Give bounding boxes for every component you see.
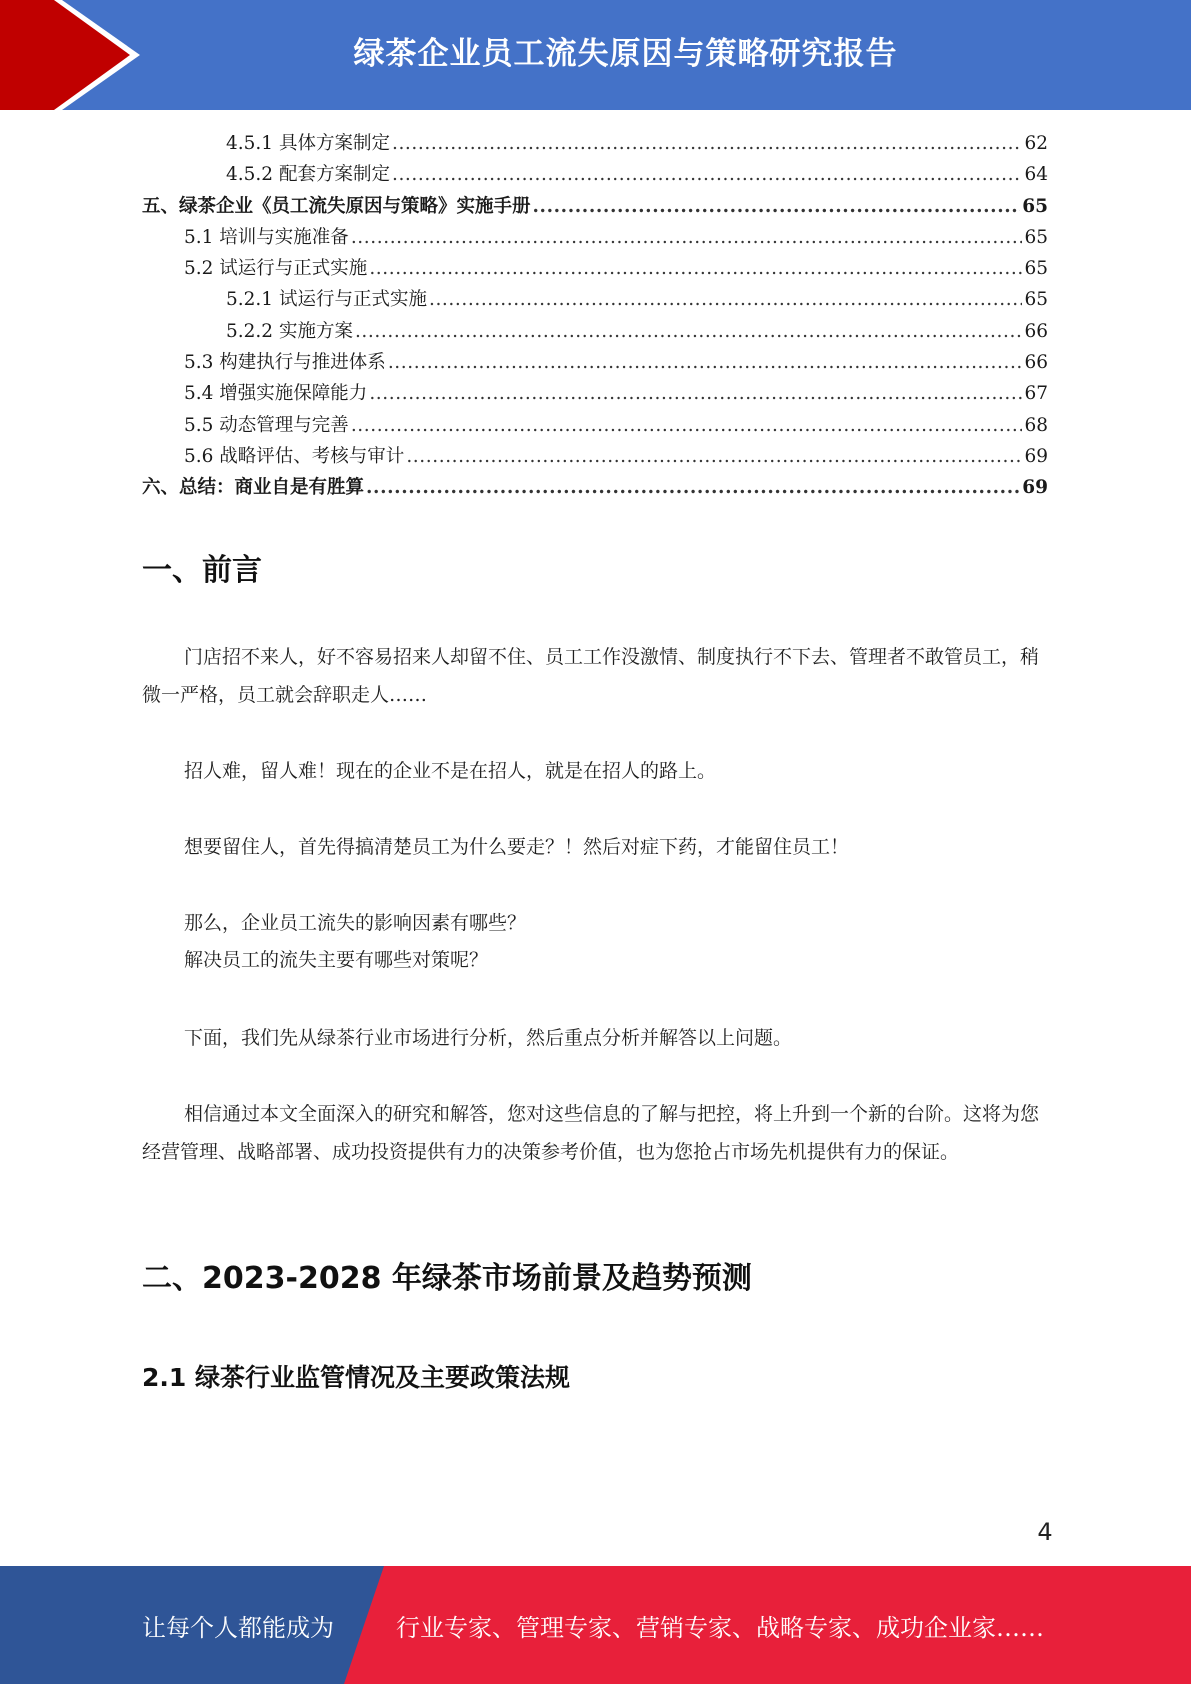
footer-slogan-left: 让每个人都能成为 — [142, 1613, 334, 1642]
toc-leader-dots — [406, 441, 1022, 472]
toc-entry-label: 5.6 战略评估、考核与审计 — [184, 445, 405, 467]
body-paragraph: 相信通过本文全面深入的研究和解答，您对这些信息的了解与把控，将上升到一个新的台阶。这将为您经营管理、战略部署、成功投资提供有力的决策参考价值，也为您抢占市场先机提供有力的保证。 — [142, 1103, 1040, 1163]
toc-entry[interactable] — [142, 316, 1048, 347]
toc-entry[interactable] — [142, 253, 1048, 284]
toc-entry[interactable] — [142, 222, 1048, 253]
toc-leader-dots — [369, 378, 1022, 409]
toc-entry[interactable] — [142, 347, 1048, 378]
toc-entry[interactable] — [142, 378, 1048, 409]
toc-entry-label: 5.4 增强实施保障能力 — [184, 383, 368, 405]
toc-entry-label: 4.5.2 配套方案制定 — [226, 164, 390, 186]
toc-entry-label: 5.5 动态管理与完善 — [184, 414, 349, 436]
toc-entry[interactable] — [142, 472, 1048, 503]
toc-entry-page: 62 — [1024, 133, 1048, 154]
toc-leader-dots — [392, 128, 1022, 159]
toc-entry-label: 五、绿茶企业《员工流失原因与策略》实施手册 — [142, 195, 531, 217]
toc-entry-page: 66 — [1024, 352, 1048, 374]
toc-leader-dots — [355, 316, 1023, 347]
toc-entry-page: 66 — [1024, 320, 1048, 342]
footer-slogan-right: 行业专家、管理专家、营销专家、战略专家、成功企业家…… — [396, 1613, 1044, 1642]
toc-entry[interactable] — [142, 284, 1048, 315]
section-heading: 二、2023-2028 年绿茶市场前景及趋势预测 — [142, 1261, 752, 1296]
subsection-heading: 2.1 绿茶行业监管情况及主要政策法规 — [142, 1363, 570, 1392]
body-paragraph: 门店招不来人，好不容易招来人却留不住、员工工作没激情、制度执行不下去、管理者不敢管员工，稍微一严格，员工就会辞职走人…… — [142, 646, 1040, 706]
toc-entry-label: 5.2.1 试运行与正式实施 — [226, 289, 427, 311]
header-title: 绿茶企业员工流失原因与策略研究报告 — [353, 35, 898, 72]
toc-leader-dots — [351, 410, 1023, 441]
toc-entry[interactable] — [142, 128, 1048, 159]
toc-entry-page: 68 — [1024, 414, 1048, 436]
page-header — [0, 0, 1191, 110]
body-paragraph: 那么，企业员工流失的影响因素有哪些？ — [184, 912, 527, 934]
toc-entry-label: 4.5.1 具体方案制定 — [226, 133, 390, 154]
toc-entry-label: 5.3 构建执行与推进体系 — [184, 352, 386, 374]
body-paragraph: 想要留住人，首先得搞清楚员工为什么要走？！然后对症下药，才能留住员工！ — [184, 836, 850, 858]
toc-entry-page: 65 — [1024, 226, 1048, 248]
toc-entry[interactable] — [142, 441, 1048, 472]
body-paragraph: 招人难，留人难！现在的企业不是在招人，就是在招人的路上。 — [184, 760, 717, 782]
page-number: 4 — [1037, 1518, 1053, 1546]
toc-leader-dots — [392, 159, 1022, 190]
toc-entry-label: 5.2 试运行与正式实施 — [184, 258, 368, 280]
body-paragraph: 下面，我们先从绿茶行业市场进行分析，然后重点分析并解答以上问题。 — [184, 1027, 793, 1049]
toc-leader-dots — [429, 284, 1022, 315]
toc-entry[interactable] — [142, 410, 1048, 441]
toc-entry-page: 69 — [1022, 477, 1048, 499]
toc-entry-page: 64 — [1024, 164, 1048, 186]
section-heading: 一、前言 — [142, 553, 262, 588]
toc-entry-page: 65 — [1024, 258, 1048, 280]
toc-leader-dots — [388, 347, 1023, 378]
toc-entry-label: 5.2.2 实施方案 — [226, 320, 353, 342]
body-paragraph: 解决员工的流失主要有哪些对策呢？ — [184, 949, 489, 971]
toc-leader-dots — [351, 222, 1023, 253]
toc-entry-label: 5.1 培训与实施准备 — [184, 226, 349, 248]
toc-entry[interactable] — [142, 191, 1048, 222]
toc-leader-dots — [369, 253, 1022, 284]
page-footer — [0, 1566, 1191, 1684]
toc-leader-dots — [533, 191, 1021, 222]
toc-entry-page: 65 — [1022, 195, 1048, 217]
toc-entry-page: 65 — [1024, 289, 1048, 311]
toc-leader-dots — [366, 472, 1020, 503]
table-of-contents — [142, 128, 1048, 504]
toc-entry-page: 69 — [1024, 445, 1048, 467]
toc-entry-page: 67 — [1024, 383, 1048, 405]
toc-entry-label: 六、总结：商业自是有胜算 — [142, 477, 365, 499]
toc-entry[interactable] — [142, 159, 1048, 190]
